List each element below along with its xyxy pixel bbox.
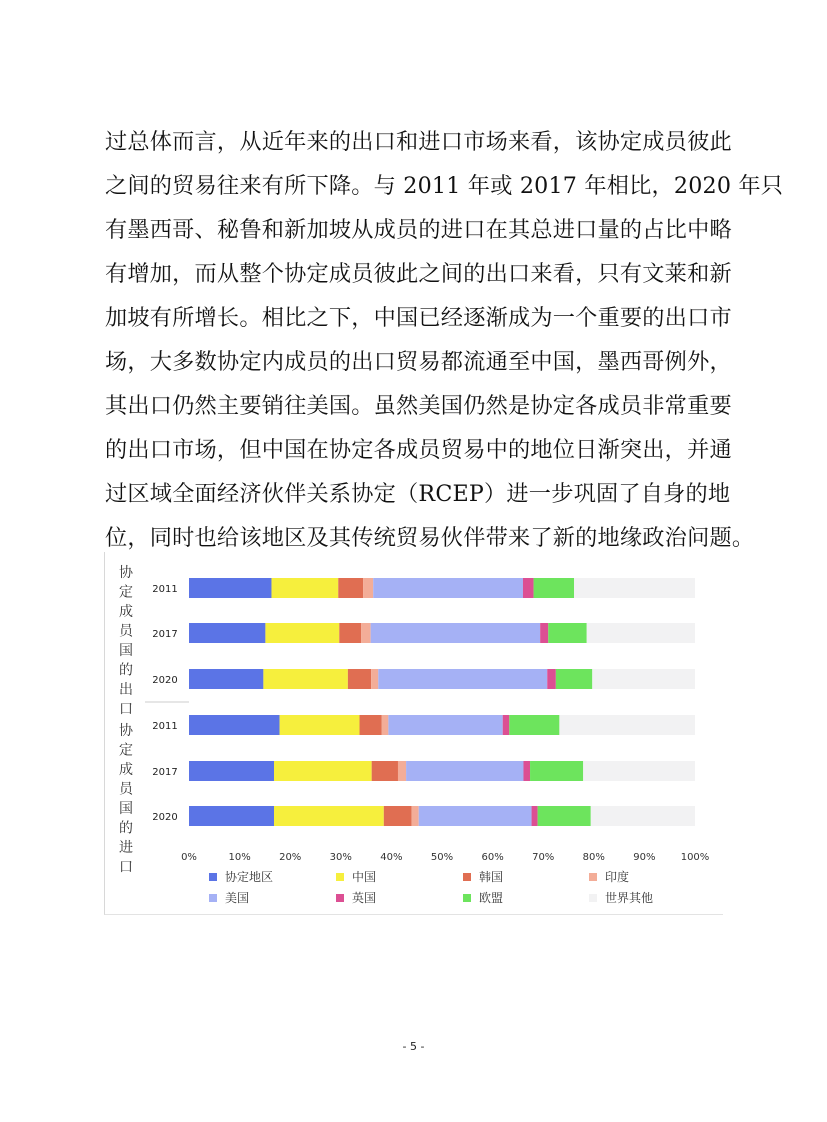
group-label-char: 口 (119, 859, 133, 876)
legend-swatch (336, 873, 344, 881)
category-label: 2020 (152, 675, 178, 686)
bar-segment (548, 623, 586, 643)
bar-segment (419, 806, 532, 826)
bar-segment (189, 623, 265, 643)
bar-segment (189, 669, 263, 689)
group-label-char: 成 (119, 604, 133, 620)
bar-segment (587, 623, 695, 643)
stacked-bar-chart (105, 552, 723, 914)
paragraph-line: 位，同时也给该地区及其传统贸易伙伴带来了新的地缘政治问题。 (105, 525, 755, 551)
x-tick-label: 100% (680, 852, 710, 863)
x-tick-label: 10% (228, 852, 251, 863)
bar-segment (412, 806, 419, 826)
bar-segment (189, 761, 274, 781)
bar-segment (338, 578, 363, 598)
group-label-char: 员 (119, 623, 133, 640)
bar-segment (339, 623, 361, 643)
x-tick-label: 90% (633, 852, 656, 863)
group-label-char: 的 (119, 662, 133, 679)
group-label-char: 国 (119, 643, 133, 659)
bar-segment (540, 623, 548, 643)
bar-segment (378, 669, 547, 689)
bar-segment (371, 623, 541, 643)
bar-segment (371, 669, 378, 689)
legend-label: 英国 (352, 891, 377, 905)
legend-label: 世界其他 (605, 891, 654, 905)
paragraph-line: 之间的贸易往来有所下降。与 2011 年或 2017 年相比，2020 年只 (105, 173, 784, 199)
bar-segment (373, 578, 523, 598)
paragraph-line: 场，大多数协定内成员的出口贸易都流通至中国，墨西哥例外， (105, 349, 732, 375)
x-tick-label: 70% (532, 852, 555, 863)
bar-segment (274, 806, 384, 826)
paragraph-line: 有增加，而从整个协定成员彼此之间的出口来看，只有文莱和新 (105, 261, 732, 287)
legend-swatch (463, 894, 471, 902)
group-label-char: 定 (119, 742, 133, 759)
x-tick-label: 80% (582, 852, 605, 863)
bar-segment (509, 715, 559, 735)
category-label: 2011 (152, 584, 178, 595)
group-label-char: 员 (119, 781, 133, 798)
group-label-char: 协 (119, 723, 133, 739)
legend-swatch (589, 894, 597, 902)
legend-label: 欧盟 (479, 891, 504, 905)
x-tick-label: 50% (430, 852, 454, 863)
x-tick-label: 20% (279, 852, 302, 863)
legend-label: 韩国 (479, 870, 504, 884)
bar-segment (384, 806, 412, 826)
bar-segment (591, 806, 695, 826)
bar-segment (559, 715, 695, 735)
bar-segment (583, 761, 695, 781)
legend-label: 协定地区 (225, 870, 274, 884)
bar-segment (556, 669, 592, 689)
bar-segment (189, 806, 274, 826)
bar-segment (382, 715, 389, 735)
category-label: 2020 (152, 812, 178, 823)
bar-segment (398, 761, 406, 781)
bar-segment (523, 578, 534, 598)
bar-segment (274, 761, 372, 781)
bar-segment (280, 715, 360, 735)
bar-segment (361, 623, 371, 643)
bar-segment (189, 578, 271, 598)
legend-label: 印度 (605, 870, 630, 884)
body-paragraph (105, 120, 784, 560)
category-label: 2017 (152, 767, 178, 778)
legend-swatch (209, 873, 217, 881)
group-label-char: 协 (119, 565, 133, 581)
page-number: - 5 - (402, 1040, 425, 1053)
bar-segment (534, 578, 574, 598)
paragraph-line: 有墨西哥、秘鲁和新加坡从成员的进口在其总进口量的占比中略 (105, 217, 732, 243)
x-tick-label: 30% (329, 852, 352, 863)
legend-swatch (463, 873, 471, 881)
bar-segment (547, 669, 556, 689)
group-label-char: 进 (119, 840, 133, 856)
bar-segment (348, 669, 371, 689)
bar-segment (592, 669, 695, 689)
legend-label: 中国 (352, 870, 377, 884)
paragraph-line: 过总体而言，从近年来的出口和进口市场来看，该协定成员彼此 (105, 129, 732, 155)
bar-segment (372, 761, 398, 781)
bar-segment (406, 761, 523, 781)
group-label-char: 的 (119, 820, 133, 837)
paragraph-line: 过区域全面经济伙伴关系协定（RCEP）进一步巩固了自身的地 (105, 481, 731, 507)
x-tick-label: 60% (481, 852, 504, 863)
bar-segment (265, 623, 339, 643)
group-label-char: 口 (119, 701, 133, 718)
bar-segment (271, 578, 338, 598)
bar-segment (189, 715, 280, 735)
paragraph-line: 加坡有所增长。相比之下，中国已经逐渐成为一个重要的出口市 (105, 305, 732, 331)
group-label-char: 成 (119, 762, 133, 778)
legend-swatch (336, 894, 344, 902)
bar-segment (388, 715, 502, 735)
category-label: 2017 (152, 629, 178, 640)
chart-frame (104, 552, 723, 915)
legend-swatch (209, 894, 217, 902)
category-label: 2011 (152, 721, 178, 732)
bar-segment (523, 761, 530, 781)
bar-segment (503, 715, 510, 735)
legend-swatch (589, 873, 597, 881)
group-label-char: 定 (119, 584, 133, 601)
bar-segment (360, 715, 382, 735)
paragraph-line: 的出口市场，但中国在协定各成员贸易中的地位日渐突出，并通 (105, 437, 732, 463)
paragraph-line: 其出口仍然主要销往美国。虽然美国仍然是协定各成员非常重要 (105, 393, 732, 419)
group-label-char: 国 (119, 801, 133, 817)
legend-label: 美国 (225, 891, 250, 905)
x-tick-label: 40% (380, 852, 403, 863)
x-tick-label: 0% (181, 852, 197, 863)
bar-segment (532, 806, 538, 826)
bar-segment (574, 578, 695, 598)
bar-segment (530, 761, 583, 781)
bar-segment (538, 806, 591, 826)
group-label-char: 出 (119, 682, 133, 698)
bar-segment (263, 669, 348, 689)
bar-segment (363, 578, 373, 598)
